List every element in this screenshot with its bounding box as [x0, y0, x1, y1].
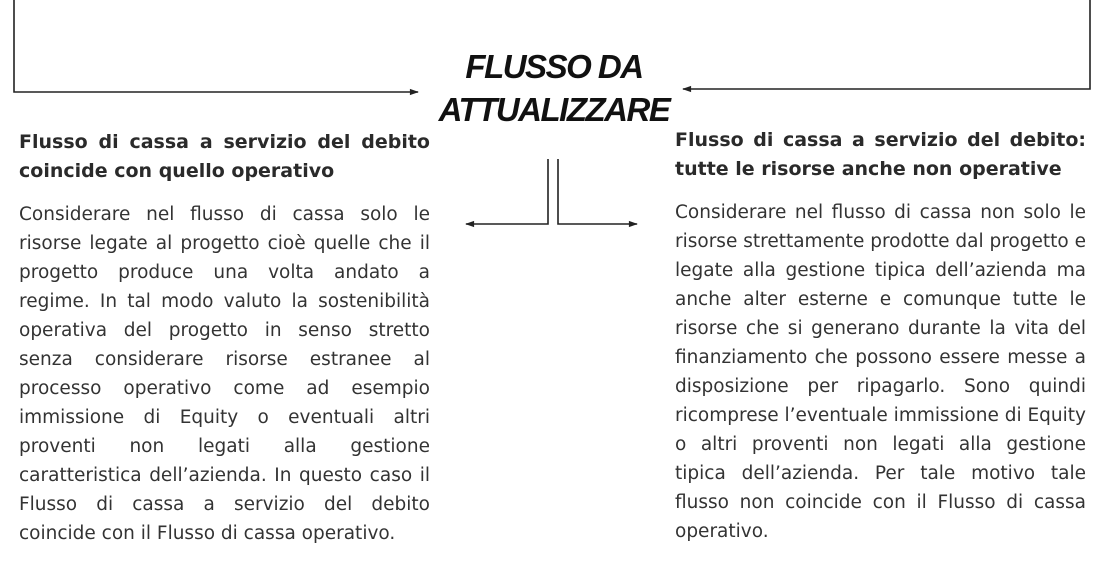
center-title-line1: FLUSSO DA [465, 48, 643, 85]
right-panel [675, 126, 1086, 546]
left-body: Considerare nel flusso di cassa solo le risorse legate al progetto cioè quelle che il progetto produce una volta andato a regime. In tal modo valuto la sostenibilità operativa del progetto in senso stretto senza considerare risorse estranee al processo operativo come ad esempio immissione di Equity o eventuali altri proventi non legati alla gestione caratteristica dell’azienda. In questo caso il Flusso di cassa a servizio del debito coincide con il Flusso di cassa operativo. [19, 204, 430, 544]
center-title-line2: ATTUALIZZARE [438, 91, 670, 128]
arrow-split-left [466, 159, 548, 224]
left-heading: Flusso di cassa a servizio del debito coincide con quello operativo [19, 131, 430, 182]
right-heading: Flusso di cassa a servizio del debito: tutte le risorse anche non operative [675, 129, 1086, 180]
left-panel [19, 128, 430, 548]
center-title [437, 45, 671, 131]
arrow-split-right [558, 159, 637, 224]
arrow-left-to-title [14, 0, 418, 92]
arrow-right-to-title [683, 0, 1090, 89]
right-body: Considerare nel flusso di cassa non solo le risorse strettamente prodotte dal progetto e legate alla gestione tipica dell’azienda ma anche alter esterne e comunque tutte le risorse che si generano durante la vita del finanziamento che possono essere messe a disposizione per ripagarlo. Sono quindi ricomprese l’eventuale immissione di Equity o altri proventi non legati alla gestione tipica dell’azienda. Per tale motivo tale flusso non coincide con il Flusso di cassa operativo. [675, 202, 1086, 542]
